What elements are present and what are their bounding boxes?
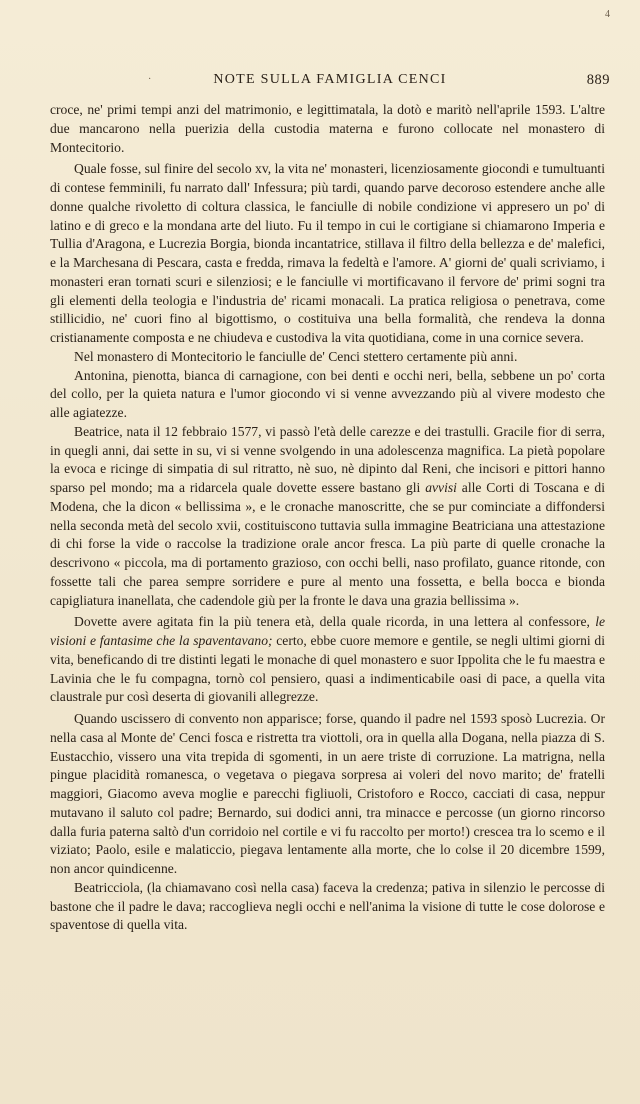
text-run: Dovette avere agitata fin la più tenera età, della quale ricorda, in una lettera al confessore, <box>74 614 596 630</box>
italic-run: avvisi <box>425 480 457 495</box>
running-head: NOTE SULLA FAMIGLIA CENCI <box>213 72 447 87</box>
header-dot-mark: · <box>148 74 152 85</box>
text-run: Nel monastero di Montecitorio le fanciulle de' Cenci stettero certamente più anni. <box>74 348 518 364</box>
text-run: croce, ne' primi tempi anzi del matrimonio, e legittimatala, la dotò e maritò nell'aprile 1593. L'altre due mancarono nella puerizia della custodia materna e furono collocate nel monastero di Montecitorio. <box>50 102 605 155</box>
text-run: Quale fosse, sul finire del secolo xv, la vita ne' monasteri, licenziosamente giocondi e tumultuanti di contese femminili, fu narrato dall' Infessura; più tardi, quando parve decoroso estendere anche alle donne qualche rivoletto di coltura classica, le fanciulle di nobile condizione vi appresero un po' di latino e di greco e la mondana arte del liuto. Fu il tempo in cui le cortigiane si chiamarono Imperia e Tullia d'Aragona, e Lucrezia Borgia, bionda incantatrice, stillava il filtro della bellezza e de' malefici, e la Marchesana di Pescara, casta e fredda, rimava la fedeltà e l'amore. A' giorni de' quali scriviamo, i monasteri eran tornati scuri e silenziosi; e le fanciulle vi mortificavano il fervore de' primi sogni tra gli elementi della teologia e l'industria de' ricami monacali. La pratica religiosa o penetrava, come stillicidio, ne' cuori fino al bigottismo, o costituiva una bella formalità, che rendeva la donna cristianamente composta e ne chiudeva e custodiva la vita quotidiana, come in una cornice severa. <box>50 161 605 345</box>
paragraph-6 <box>50 613 605 707</box>
body-text <box>50 101 605 935</box>
paragraph-1 <box>50 101 605 157</box>
paragraph-8 <box>50 879 605 935</box>
paragraph-2 <box>50 160 605 348</box>
paragraph-3 <box>50 348 605 367</box>
page-header <box>50 72 610 92</box>
paragraph-7 <box>50 710 605 879</box>
italic-run: le visioni e fantasime che la spaventavano; <box>50 614 605 648</box>
text-run: Antonina, pienotta, bianca di carnagione, con bei denti e occhi neri, bella, sebbene un po' corta del collo, per la quieta natura e l'umor giocondo vi si venne avvezzando più al vivere modesto che alle agiatezze. <box>50 367 605 420</box>
text-run: alle Corti di Toscana e di Modena, che la dicon « bellissima », e le cronache manoscritte, che se pur cominciate a diffondersi nella seconda metà del secolo xvii, costituiscono tuttavia sulla immagine Beatriciana una attestazione di chi forse la vide o raccolse la tradizione orale ancor fresca. La più parte di quelle cronache la descrivono « piccola, ma di portamento grazioso, con occhi belli, naso profilato, guance ritonde, con fossette tali che parea sempre sorridere e pure al mento una fossetta, e bella bocca e bionda capigliatura inanellata, che cadendole giù per la fronte le dava una grazia bellissima ». <box>50 480 605 608</box>
paragraph-5 <box>50 423 605 611</box>
text-run: Quando uscissero di convento non apparisce; forse, quando il padre nel 1593 sposò Lucrezia. Or nella casa al Monte de' Cenci fosca e ristretta tra viottoli, ora in quella alla Dogana, nella piazza di S. Eustacchio, vissero una vita trepida di sgomenti, in un aere triste di corruzione. La matrigna, nella pingue placidità romanesca, o vegetava o piegava sorpresa ai voleri del novo marito; de' fratelli maggiori, Giacomo aveva moglie e parecchi figliuoli, Cristoforo e Rocco, cacciati di casa, neppur mutavano il saluto col padre; Bernardo, sui dodici anni, tra minacce e percosse (un giorno rincorso dalla furia paterna saltò d'un corridoio nel cortile e vi fu raccolto per morto!) crescea tra lo scemo e il viziato; Paolo, esile e malaticcio, piegava lentamente alla morte, che lo colse il 20 dicembre 1599, non ancor quindicenne. <box>50 711 605 876</box>
corner-mark: 4 <box>605 9 610 20</box>
paragraph-4 <box>50 367 605 423</box>
text-run: certo, ebbe cuore memore e gentile, se negli ultimi giorni di vita, beneficando di tre distinti legati le monache di quel monastero e suor Ippolita che le fu maestra e Lavinia che le fu compagna, tornò col pensiero, quasi a indimenticabile oasi di pace, a quella vita claustrale pur così deserta di giovanili allegrezze. <box>50 633 605 705</box>
page-number: 889 <box>586 72 610 88</box>
text-run: Beatrice, nata il 12 febbraio 1577, vi passò l'età delle carezze e dei trastulli. Gracile fior di serra, in quegli anni, dai sette in su, vi si venne svolgendo in una adolescenza magnifica. La pietà popolare la evoca e ricinge di simpatia di sul ritratto, nè suo, nè dipinto dal Reni, che incisori e pittori hanno sparso pel mondo; ma a ridarcela quale dovette essere bastano gli <box>50 423 605 495</box>
text-run: Beatricciola, (la chiamavano così nella casa) faceva la credenza; pativa in silenzio le percosse di bastone che il padre le dava; raccoglieva negli occhi e nell'anima la visione di tutte le cose dolorose e spaventose di quella vita. <box>50 879 605 933</box>
